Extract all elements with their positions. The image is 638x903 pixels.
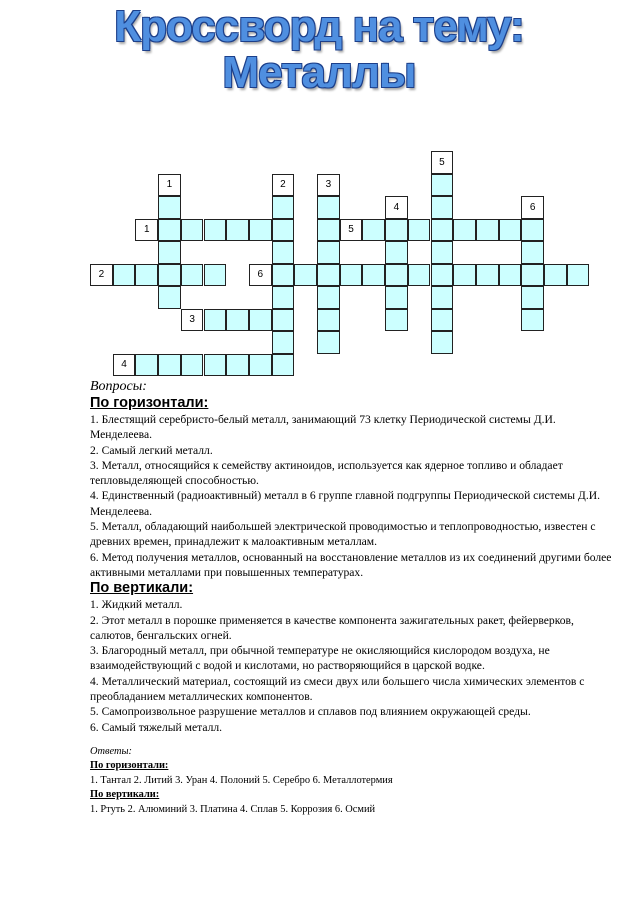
crossword-cell[interactable] [385, 241, 408, 264]
crossword-cell[interactable] [453, 219, 476, 242]
crossword-cell[interactable] [204, 354, 227, 377]
crossword-cell[interactable] [431, 309, 454, 332]
crossword-cell[interactable] [317, 331, 340, 354]
crossword-cell[interactable] [362, 264, 385, 287]
crossword-cell[interactable] [226, 309, 249, 332]
crossword-cell[interactable] [340, 264, 363, 287]
vertical-question: 6. Самый тяжелый металл. [90, 720, 223, 734]
crossword-cell[interactable] [158, 264, 181, 287]
crossword-cell[interactable] [521, 241, 544, 264]
crossword-cell[interactable] [431, 174, 454, 197]
crossword-cell[interactable] [272, 219, 295, 242]
crossword-cell[interactable] [294, 264, 317, 287]
crossword-cell[interactable] [521, 286, 544, 309]
crossword-cell[interactable] [272, 196, 295, 219]
crossword-cell[interactable] [567, 264, 590, 287]
horizontal-heading: По горизонтали: [90, 395, 209, 411]
clue-number: 1 [158, 174, 181, 197]
crossword-cell[interactable] [272, 264, 295, 287]
crossword-cell[interactable] [431, 331, 454, 354]
crossword-cell[interactable] [204, 264, 227, 287]
crossword-cell[interactable] [158, 219, 181, 242]
crossword-cell[interactable] [431, 196, 454, 219]
title-line-2: Металлы [222, 48, 416, 97]
clue-number: 1 [135, 219, 158, 242]
clue-number: 6 [249, 264, 272, 287]
crossword-cell[interactable] [408, 264, 431, 287]
crossword-cell[interactable] [135, 264, 158, 287]
crossword-cell[interactable] [249, 219, 272, 242]
crossword-cell[interactable] [521, 309, 544, 332]
answers-vertical: 1. Ртуть 2. Алюминий 3. Платина 4. Сплав 5. Коррозия 6. Осмий [90, 803, 376, 815]
clue-number: 3 [317, 174, 340, 197]
horizontal-question: 3. Металл, относящийся к семейству актиноидов, используется как ядерное топливо и обладает тепловыделяющей способностью. [90, 458, 563, 488]
crossword-cell[interactable] [317, 219, 340, 242]
crossword-cell[interactable] [385, 286, 408, 309]
clue-number: 2 [90, 264, 113, 287]
crossword-cell[interactable] [476, 264, 499, 287]
crossword-cell[interactable] [385, 309, 408, 332]
vertical-heading: По вертикали: [90, 580, 194, 597]
crossword-cell[interactable] [431, 286, 454, 309]
vertical-question: 3. Благородный металл, при обычной температуре не окисляющийся кислородом воздуха, не взаимодействующий с водой и кислотами, но растворяющийся в царской водке. [90, 644, 550, 673]
clue-number: 4 [385, 196, 408, 219]
crossword-cell[interactable] [158, 286, 181, 309]
vertical-question: 5. Самопроизвольное разрушение металлов и сплавов под влиянием окружающей среды. [90, 705, 531, 719]
crossword-cell[interactable] [521, 219, 544, 242]
crossword-grid [0, 0, 638, 380]
vertical-question: 2. Этот металл в порошке применяется в качестве компонента зажигательных ракет, фейерверков, салютов, бенгальских огней. [90, 613, 574, 642]
clue-number: 5 [340, 219, 363, 242]
crossword-cell[interactable] [317, 196, 340, 219]
crossword-cell[interactable] [408, 219, 431, 242]
crossword-cell[interactable] [317, 286, 340, 309]
crossword-cell[interactable] [204, 309, 227, 332]
crossword-cell[interactable] [158, 241, 181, 264]
crossword-cell[interactable] [317, 309, 340, 332]
questions-heading: Вопросы: [90, 379, 147, 394]
crossword-cell[interactable] [181, 354, 204, 377]
crossword-cell[interactable] [181, 219, 204, 242]
horizontal-question: 1. Блестящий серебристо-белый металл, занимающий 73 клетку Периодической системы Д.И. Менделеева. [90, 413, 556, 442]
title-line-1: Кроссворд на тему: [114, 2, 524, 51]
horizontal-question: 4. Единственный (радиоактивный) металл в 6 группе главной подгруппы Периодической системы Д.И. Менделеева. [90, 489, 600, 518]
crossword-cell[interactable] [113, 264, 136, 287]
crossword-cell[interactable] [272, 241, 295, 264]
crossword-cell[interactable] [362, 219, 385, 242]
crossword-cell[interactable] [204, 219, 227, 242]
crossword-cell[interactable] [317, 241, 340, 264]
answers-horizontal: 1. Тантал 2. Литий 3. Уран 4. Полоний 5. Серебро 6. Металлотермия [90, 774, 393, 786]
vertical-question: 1. Жидкий металл. [90, 598, 183, 612]
horizontal-question: 2. Самый легкий металл. [90, 443, 213, 457]
crossword-cell[interactable] [272, 286, 295, 309]
clue-number: 2 [272, 174, 295, 197]
crossword-cell[interactable] [431, 264, 454, 287]
crossword-cell[interactable] [272, 309, 295, 332]
horizontal-question: 5. Металл, обладающий наибольшей электрической проводимостью и теплопроводностью, известен с древних времен, принадлежит к малоактивным металлам. [90, 520, 596, 549]
crossword-cell[interactable] [226, 219, 249, 242]
crossword-cell[interactable] [158, 196, 181, 219]
crossword-cell[interactable] [272, 331, 295, 354]
crossword-cell[interactable] [158, 354, 181, 377]
answers-horizontal-heading: По горизонтали: [90, 760, 169, 772]
questions-section [90, 378, 620, 817]
crossword-cell[interactable] [272, 354, 295, 377]
crossword-cell[interactable] [431, 219, 454, 242]
crossword-cell[interactable] [453, 264, 476, 287]
crossword-cell[interactable] [521, 264, 544, 287]
clue-number: 6 [521, 196, 544, 219]
crossword-cell[interactable] [226, 354, 249, 377]
horizontal-question: 6. Метод получения металлов, основанный на восстановление металлов из их соединений другими более активными металлами при повышенных температурах. [90, 550, 612, 579]
crossword-cell[interactable] [499, 219, 522, 242]
vertical-question: 4. Металлический материал, состоящий из смеси двух или большего числа химических элементов с преобладанием металлических компонентов. [90, 674, 585, 704]
crossword-cell[interactable] [431, 241, 454, 264]
crossword-cell[interactable] [385, 264, 408, 287]
crossword-cell[interactable] [249, 354, 272, 377]
crossword-cell[interactable] [544, 264, 567, 287]
crossword-cell[interactable] [499, 264, 522, 287]
clue-number: 4 [113, 354, 136, 377]
answers-vertical-heading: По вертикали: [90, 789, 160, 801]
crossword-cell[interactable] [385, 219, 408, 242]
crossword-cell[interactable] [135, 354, 158, 377]
clue-number: 5 [431, 151, 454, 174]
crossword-cell[interactable] [181, 264, 204, 287]
crossword-cell[interactable] [476, 219, 499, 242]
clue-number: 3 [181, 309, 204, 332]
crossword-cell[interactable] [249, 309, 272, 332]
answers-heading: Ответы: [90, 745, 132, 757]
crossword-cell[interactable] [317, 264, 340, 287]
